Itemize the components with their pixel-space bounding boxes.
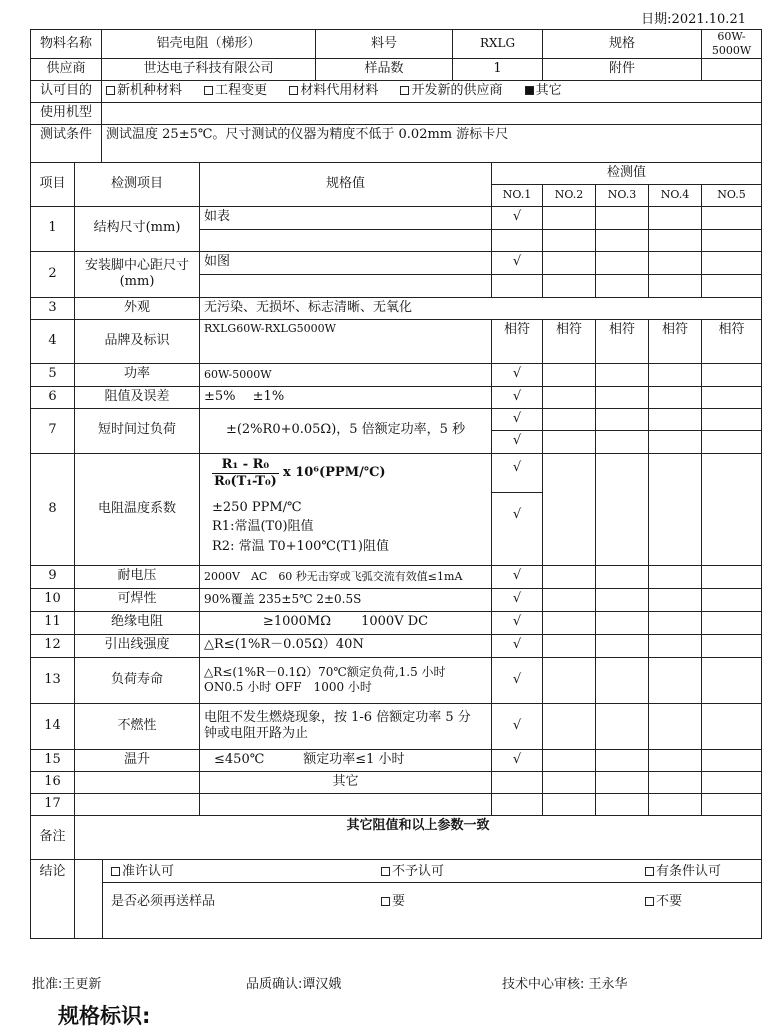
table-row	[31, 206, 762, 229]
purpose-options	[102, 80, 762, 102]
test-cond-label: 测试条件	[31, 124, 102, 162]
spec-value: 60W-5000W	[702, 30, 762, 59]
table-row	[31, 703, 762, 749]
row-result: 相符	[649, 319, 702, 363]
row-item: 可焊性	[75, 588, 200, 611]
row-no: 11	[31, 611, 75, 634]
col-test-item: 检测项目	[75, 162, 200, 206]
purpose-option-other[interactable]: 其它	[525, 83, 562, 99]
row-mark: √	[492, 634, 543, 657]
row-mark: √ √	[492, 453, 543, 565]
purpose-label: 认可目的	[31, 80, 102, 102]
machine-value	[102, 102, 762, 124]
row-spec	[200, 453, 492, 565]
row-item: 功率	[75, 363, 200, 386]
row-item: 外观	[75, 297, 200, 319]
row-item: 负荷寿命	[75, 657, 200, 703]
row-item: 安装脚中心距尺寸(mm)	[75, 251, 200, 297]
checkbox-icon	[106, 86, 115, 95]
row-mark: √	[492, 363, 543, 386]
row-no: 5	[31, 363, 75, 386]
checkbox-icon	[381, 867, 390, 876]
purpose-option[interactable]: 材料代用材料	[289, 83, 378, 99]
table-row	[31, 749, 762, 771]
checkbox-icon	[381, 897, 390, 906]
row-item: 绝缘电阻	[75, 611, 200, 634]
tcr-formula: $\frac{\text{R₁ - R₀}}{\text{R₀(T₁-T₀)}}$ x 10⁶(PPM/℃)	[214, 456, 386, 489]
row-no: 14	[31, 703, 75, 749]
purpose-option[interactable]: 工程变更	[204, 83, 267, 99]
col-spec-value: 规格值	[200, 162, 492, 206]
row-no: 2	[31, 251, 75, 297]
row-spec: △R≤(1%R－0.1Ω）70℃额定负荷,1.5 小时 ON0.5 小时 OFF 1000 小时	[200, 657, 492, 703]
row-spec: 电阻不发生燃烧现象，按 1-6 倍额定功率 5 分 钟或电阻开路为止	[200, 703, 492, 749]
approver: 批准:王更新	[32, 977, 102, 992]
table-row	[31, 297, 762, 319]
approve-option[interactable]: 准许认可	[111, 864, 174, 880]
row-mark: √	[492, 408, 543, 430]
col-no4: NO.4	[649, 184, 702, 206]
row-item: 温升	[75, 749, 200, 771]
row-mark: √	[492, 588, 543, 611]
table-row	[31, 251, 762, 274]
conclusion-panel	[75, 859, 762, 938]
supplier: 世达电子科技有限公司	[102, 58, 316, 80]
row-spec: ≥1000MΩ 1000V DC	[200, 611, 492, 634]
row-item: 引出线强度	[75, 634, 200, 657]
row-no: 16	[31, 771, 75, 793]
conditional-option[interactable]: 有条件认可	[645, 864, 721, 880]
row-result: 相符	[543, 319, 596, 363]
row-no: 8	[31, 453, 75, 565]
part-no-label: 料号	[316, 30, 453, 59]
row-spec: 60W-5000W	[200, 363, 492, 386]
row-item: 品牌及标识	[75, 319, 200, 363]
table-row	[31, 386, 762, 408]
table-row	[31, 771, 762, 793]
row-item: 不燃性	[75, 703, 200, 749]
material-name-label: 物料名称	[31, 30, 102, 59]
tcr-spec: ±250 PPM/℃	[212, 500, 302, 515]
machine-label: 使用机型	[31, 102, 102, 124]
row-no: 13	[31, 657, 75, 703]
material-name: 铝壳电阻（梯形）	[102, 30, 316, 59]
approval-form-table	[30, 29, 762, 939]
row-spec: ±5% ±1%	[200, 386, 492, 408]
resend-yes-option[interactable]: 要	[381, 894, 405, 910]
purpose-option[interactable]: 开发新的供应商	[400, 83, 502, 99]
resend-no-option[interactable]: 不要	[645, 894, 682, 910]
row-spec: RXLG60W-RXLG5000W	[200, 319, 492, 363]
col-measured: 检测值	[492, 162, 762, 184]
row-mark: √	[492, 565, 543, 588]
row-mark: √	[492, 206, 543, 229]
checkbox-icon	[289, 86, 298, 95]
row-item	[75, 771, 200, 793]
table-row	[31, 408, 762, 430]
remark: 其它阻值和以上参数一致	[75, 815, 762, 859]
table-row	[31, 611, 762, 634]
row-mark: √	[492, 251, 543, 274]
row-mark: √	[492, 703, 543, 749]
checkbox-icon	[645, 897, 654, 906]
reject-option[interactable]: 不予认可	[381, 864, 444, 880]
row-no: 1	[31, 206, 75, 251]
row-spec: 其它	[200, 771, 492, 793]
row-result: 相符	[702, 319, 762, 363]
supplier-label: 供应商	[31, 58, 102, 80]
row-item: 电阻温度系数	[75, 453, 200, 565]
part-no: RXLG	[453, 30, 543, 59]
checkbox-icon	[204, 86, 213, 95]
row-mark: √	[492, 611, 543, 634]
row-spec	[200, 793, 492, 815]
row-item: 阻值及误差	[75, 386, 200, 408]
row-no: 3	[31, 297, 75, 319]
checkbox-icon	[400, 86, 409, 95]
row-no: 7	[31, 408, 75, 453]
row-no: 6	[31, 386, 75, 408]
col-no5: NO.5	[702, 184, 762, 206]
row-spec: 如图	[200, 251, 492, 274]
table-row	[31, 363, 762, 386]
report-date: 日期:2021.10.21	[641, 12, 746, 27]
table-row	[31, 319, 762, 363]
row-result: 相符	[596, 319, 649, 363]
checkbox-checked-icon	[525, 86, 534, 95]
attachment-label: 附件	[543, 58, 702, 80]
row-mark: √	[492, 657, 543, 703]
row-result: 相符	[492, 319, 543, 363]
row-spec: ±(2%R0+0.05Ω)，5 倍额定功率，5 秒	[200, 408, 492, 453]
row-item: 结构尺寸(mm)	[75, 206, 200, 251]
table-row	[31, 565, 762, 588]
row-spec: 90%覆盖 235±5℃ 2±0.5S	[200, 588, 492, 611]
spec-label: 规格	[543, 30, 702, 59]
table-row	[31, 657, 762, 703]
row-mark: √	[492, 386, 543, 408]
row-no: 12	[31, 634, 75, 657]
row-no: 4	[31, 319, 75, 363]
tech-review: 技术中心审核: 王永华	[502, 977, 628, 992]
col-no2: NO.2	[543, 184, 596, 206]
row-no: 15	[31, 749, 75, 771]
row-mark: √	[492, 749, 543, 771]
tcr-r1: R1:常温(T0)阻值	[212, 519, 314, 535]
attachment-value	[702, 58, 762, 80]
row-item: 耐电压	[75, 565, 200, 588]
table-row	[31, 453, 762, 565]
col-no1: NO.1	[492, 184, 543, 206]
test-cond: 测试温度 25±5℃。尺寸测试的仪器为精度不低于 0.02mm 游标卡尺	[102, 124, 762, 162]
spec-title: 规格标识:	[58, 1004, 151, 1028]
row-no: 10	[31, 588, 75, 611]
row-item: 短时间过负荷	[75, 408, 200, 453]
col-no3: NO.3	[596, 184, 649, 206]
row-spec: △R≤(1%R－0.05Ω）40N	[200, 634, 492, 657]
row-no: 17	[31, 793, 75, 815]
tcr-r2: R2: 常温 T0+100℃(T1)阻值	[212, 538, 389, 554]
row-mark: √	[492, 430, 543, 453]
quality-confirm: 品质确认:谭汉娥	[246, 977, 342, 992]
checkbox-icon	[111, 867, 120, 876]
resend-label: 是否必须再送样品	[111, 893, 216, 909]
remark-label: 备注	[31, 815, 75, 859]
col-item-no: 项目	[31, 162, 75, 206]
conclusion-label: 结论	[31, 859, 75, 938]
row-spec: ≤450℃ 额定功率≤1 小时	[200, 749, 492, 771]
row-spec: 无污染、无损坏、标志清晰、无氧化	[200, 297, 762, 319]
purpose-option[interactable]: 新机种材料	[106, 83, 182, 99]
row-spec: 2000V AC 60 秒无击穿或飞弧交流有效值≤1mA	[200, 565, 492, 588]
table-row	[31, 793, 762, 815]
sample-count: 1	[453, 58, 543, 80]
row-spec: 如表	[200, 206, 492, 229]
row-item	[75, 793, 200, 815]
row-no: 9	[31, 565, 75, 588]
checkbox-icon	[645, 867, 654, 876]
sample-count-label: 样品数	[316, 58, 453, 80]
table-row	[31, 634, 762, 657]
table-row	[31, 588, 762, 611]
